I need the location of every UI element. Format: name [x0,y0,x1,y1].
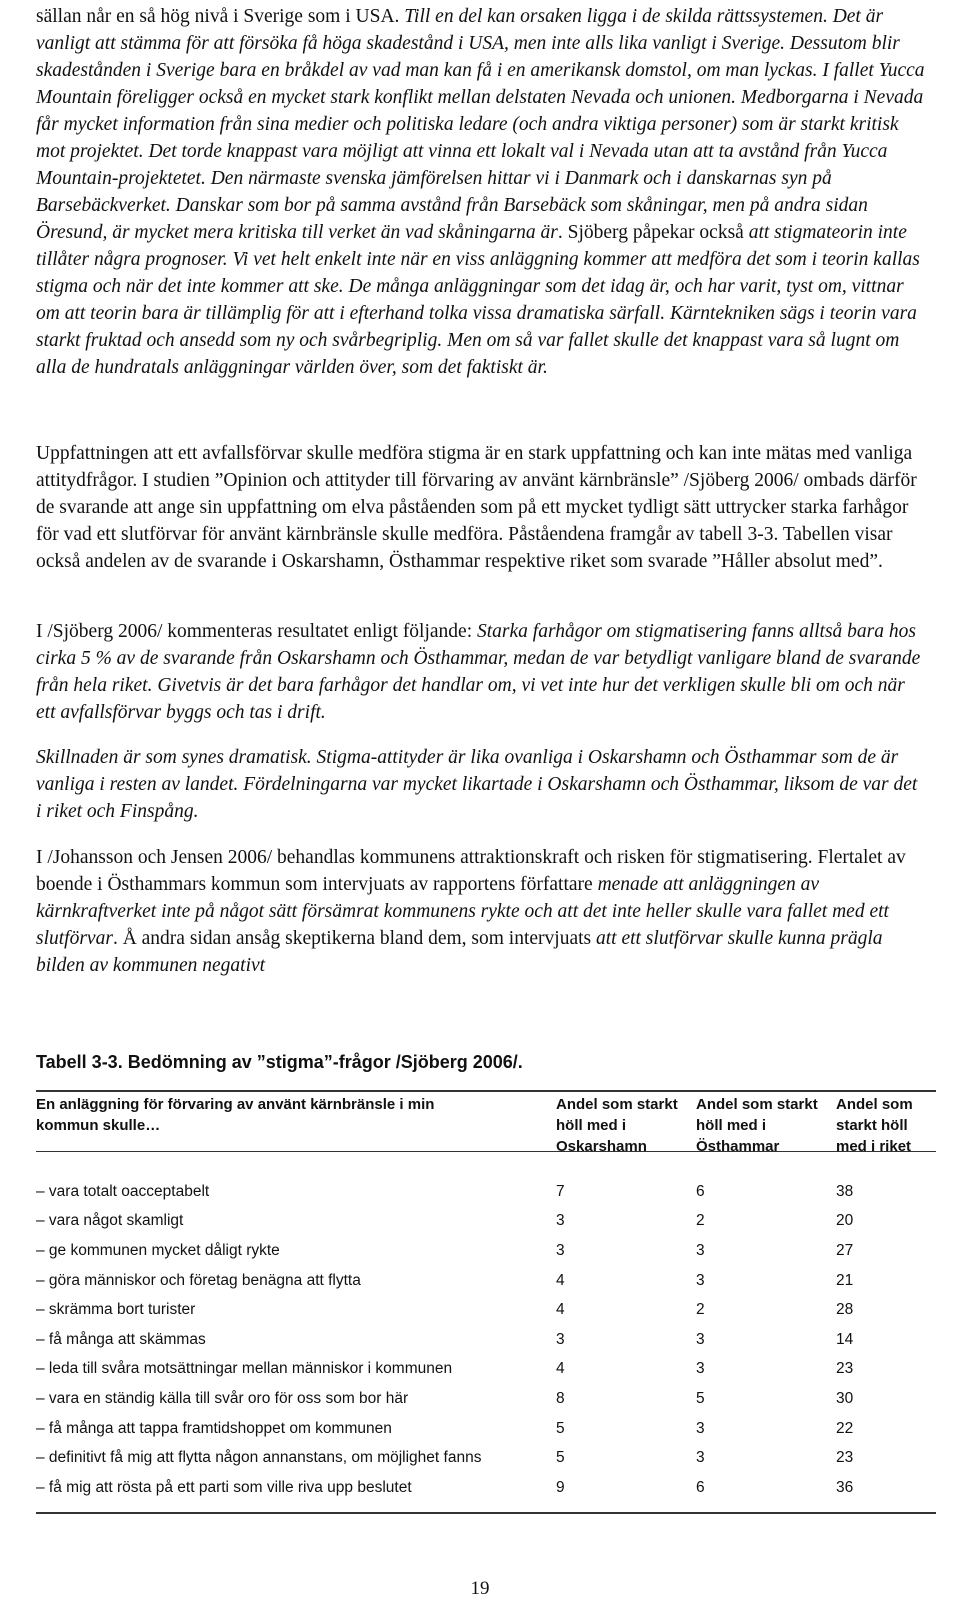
row-riket: 22 [836,1419,854,1437]
row-osthammar: 3 [696,1241,705,1259]
row-osthammar: 2 [696,1212,705,1230]
row-oskarshamn: 5 [556,1419,565,1437]
table-row [36,1295,936,1325]
paragraph-1 [36,3,926,381]
table-top-rule [36,1090,936,1092]
table-row [36,1384,936,1414]
row-statement: – göra människor och företag benägna att flytta [36,1271,361,1289]
table-row [36,1207,936,1237]
table-row [36,1171,936,1207]
paragraph-2: Uppfattningen att ett avfallsförvar skulle medföra stigma är en stark uppfattning och kan inte mätas med vanliga attitydfrågor. I studien ”Opinion och attityder till förvaring av använt kärnbränsle” /Sjöberg 2006/ ombads därför de svarande att ange sin uppfattning om elva påståenden som på ett mycket tydligt sätt uttrycker starka farhågor för vad ett slutförvar för använt kärnbränsle skulle medföra. Påståendena framgår av tabell 3-3. Tabellen visar också andelen av de svarande i Oskarshamn, Östhammar respektive riket som svarade ”Håller absolut med”. [36,443,917,572]
row-osthammar: 5 [696,1389,705,1407]
table-row [36,1414,936,1444]
row-riket: 30 [836,1389,854,1407]
row-osthammar: 3 [696,1449,705,1467]
row-osthammar: 6 [696,1182,705,1200]
row-riket: 21 [836,1271,854,1289]
paragraph-1-text-a: sällan når en så hög nivå i Sverige som i USA. [36,6,405,27]
row-riket: 20 [836,1212,854,1230]
table-row [36,1236,936,1266]
row-riket: 36 [836,1478,854,1496]
header-riket: Andel som starkt höll med i riket [836,1096,913,1155]
row-statement: – definitivt få mig att flytta någon annanstans, om möjlighet fanns [36,1449,482,1467]
paragraph-3-text: I /Sjöberg 2006/ kommenteras resultatet enligt följande: [36,621,477,642]
row-oskarshamn: 3 [556,1241,565,1259]
row-statement: – få mig att rösta på ett parti som ville riva upp beslutet [36,1478,412,1496]
row-osthammar: 3 [696,1271,705,1289]
row-statement: – få många att tappa framtidshoppet om kommunen [36,1419,392,1437]
row-oskarshamn: 4 [556,1271,565,1289]
paragraph-5-text-b: . Å andra sidan ansåg skeptikerna bland dem, som intervjuats [112,928,596,949]
paragraph-5-quote-a: menade att anläggningen av kärnkraftverket inte på något sätt försämrat kommunens rykte och att det inte heller skulle vara fallet med ett slutförvar [36,874,889,949]
row-oskarshamn: 3 [556,1212,565,1230]
table-header-row [36,1094,936,1171]
row-riket: 38 [836,1182,854,1200]
row-riket: 23 [836,1360,854,1378]
row-statement: – vara totalt oacceptabelt [36,1182,210,1200]
header-statement: En anläggning för förvaring av använt kärnbränsle i min kommun skulle… [36,1096,435,1134]
row-osthammar: 3 [696,1330,705,1348]
row-oskarshamn: 9 [556,1478,565,1496]
row-statement: – få många att skämmas [36,1330,206,1348]
row-oskarshamn: 4 [556,1301,565,1319]
row-osthammar: 3 [696,1360,705,1378]
stigma-table [36,1094,936,1503]
row-riket: 23 [836,1449,854,1467]
row-osthammar: 6 [696,1478,705,1496]
paragraph-3 [36,618,926,726]
header-oskarshamn: Andel som starkt höll med i Oskarshamn [556,1096,678,1155]
paragraph-4 [36,744,926,825]
row-oskarshamn: 4 [556,1360,565,1378]
paragraph-1-italic-b: att stigmateorin inte tillåter några prognoser. Vi vet helt enkelt inte när en viss anläggning kommer att medföra det som i teorin kallas stigma och när det inte kommer att ske. De många anläggningar som det idag är, och har varit, tyst om, vittnar om att teorin bara är tillämplig för att i efterhand tolka vissa dramatiska särfall. Kärntekniken sägs i teorin vara starkt fruktad och ansedd som ny och svårbegriplig. Men om så var fallet skulle det knappast vara så lugnt om alla de hundratals anläggningar världen över, som det faktiskt är. [36,222,920,378]
row-osthammar: 3 [696,1419,705,1437]
row-oskarshamn: 3 [556,1330,565,1348]
row-statement: – vara något skamligt [36,1212,184,1230]
table-row [36,1473,936,1503]
row-oskarshamn: 7 [556,1182,565,1200]
table-caption: Tabell 3-3. Bedömning av ”stigma”-frågor /Sjöberg 2006/. [36,1052,523,1072]
paragraph-5-text-a: I /Johansson och Jensen 2006/ behandlas kommunens attraktionskraft och risken för stigmatisering. Flertalet av boende i Östhammars kommun som intervjuats av rapportens författare [36,847,906,895]
paragraph-4-quote: Skillnaden är som synes dramatisk. Stigma-attityder är lika ovanliga i Oskarshamn och Östhammar som de är vanliga i resten av landet. Fördelningarna var mycket likartade i Oskarshamn och Östhammar, liksom de var det i riket och Finspång. [36,747,918,822]
row-riket: 14 [836,1330,854,1348]
row-statement: – skrämma bort turister [36,1301,196,1319]
paragraph-5 [36,844,926,979]
row-statement: – vara en ständig källa till svår oro för oss som bor här [36,1389,409,1407]
row-oskarshamn: 8 [556,1389,565,1407]
table-bottom-rule [36,1512,936,1514]
row-osthammar: 2 [696,1301,705,1319]
table-row [36,1355,936,1385]
row-statement: – ge kommunen mycket dåligt rykte [36,1241,280,1259]
table-row [36,1443,936,1473]
paragraph-5-quote-b: att ett slutförvar skulle kunna prägla bilden av kommunen negativt [36,928,883,976]
paragraph-1-text-b: . Sjöberg påpekar också [557,222,749,243]
page-number: 19 [470,1578,490,1599]
header-osthammar: Andel som starkt höll med i Östhammar [696,1096,818,1155]
table-row [36,1266,936,1296]
row-statement: – leda till svåra motsättningar mellan människor i kommunen [36,1360,453,1378]
paragraph-1-italic-a: Till en del kan orsaken ligga i de skilda rättssystemen. Det är vanligt att stämma för att försöka få höga skadestånd i USA, men inte alls lika vanligt i Sverige. Dessutom blir skadestånden i Sverige bara en bråkdel av vad man kan få i en amerikansk domstol, om man lyckas. I fallet Yucca Mountain föreligger också en mycket stark konflikt mellan delstaten Nevada och unionen. Medborgarna i Nevada får mycket information från sina medier och politiska ledare (och andra viktiga personer) som är starkt kritisk mot projektet. Det torde knappast vara möjligt att vinna ett lokalt val i Nevada utan att ta avstånd från Yucca Mountain-projektetet. Den närmaste svenska jämförelsen hittar vi i Danmark och i danskarnas syn på Barsebäckverket. Danskar som bor på samma avstånd från Barsebäck som skåningar, men på andra sidan Öresund, är mycket mera kritiska till verket än vad skåningarna är [36,6,925,243]
paragraph-3-quote: Starka farhågor om stigmatisering fanns alltså bara hos cirka 5 % av de svarande från Oskarshamn och Östhammar, medan de var betydligt vanligare bland de svarande från hela riket. Givetvis är det bara farhågor det handlar om, vi vet inte hur det verkligen skulle bli om och när ett avfallsförvar byggs och tas i drift. [36,621,921,723]
row-riket: 28 [836,1301,854,1319]
row-riket: 27 [836,1241,854,1259]
row-oskarshamn: 5 [556,1449,565,1467]
table-row [36,1325,936,1355]
